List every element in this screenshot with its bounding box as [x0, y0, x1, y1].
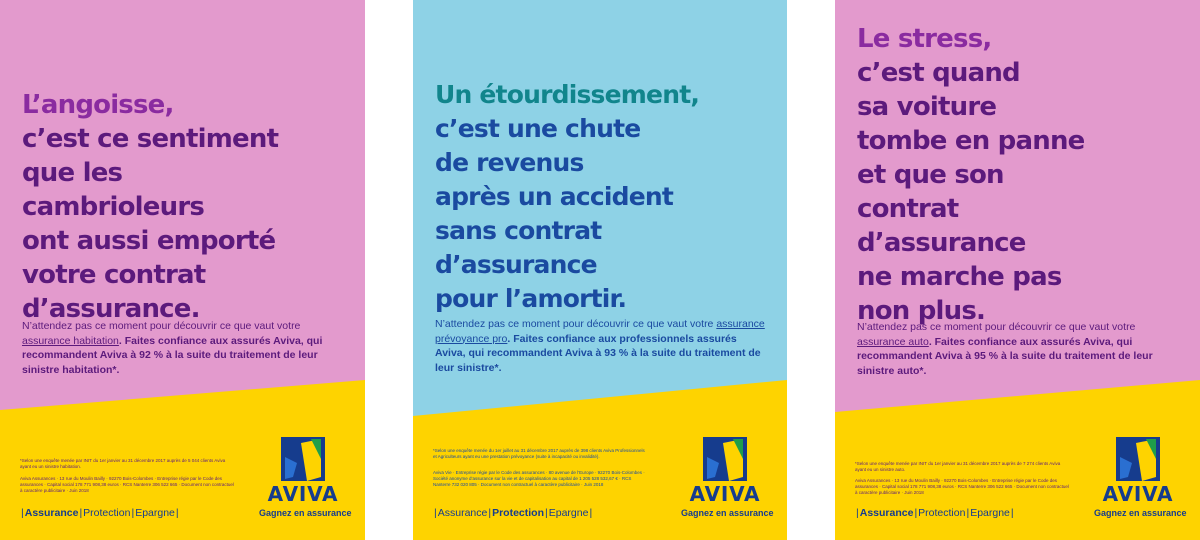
tagline-item: Assurance: [859, 507, 914, 519]
headline-line: contrat: [857, 194, 959, 224]
body-bold: . Faites confiance aux assurés Aviva, qui recommandent Aviva à 95 % à la suite du traitement de leur sinistre auto*.: [857, 335, 1153, 377]
headline: [857, 22, 1186, 328]
brand-name: AVIVA: [689, 482, 761, 506]
ad-poster-anxiety: [0, 0, 365, 540]
headline-line: non plus.: [857, 296, 986, 326]
tagline: |Assurance|Protection|Epargne|: [856, 507, 1014, 519]
headline-line: que les: [22, 158, 123, 188]
headline-line: de revenus: [435, 148, 584, 177]
headline: [22, 88, 351, 326]
headline-line: ne marche pas: [857, 262, 1062, 292]
aviva-emblem-icon: [703, 437, 747, 481]
headline-lead: Un étourdissement,: [435, 80, 700, 109]
ad-poster-dizziness: [413, 0, 787, 540]
headline-line: d’assurance: [857, 228, 1026, 258]
headline-line: votre contrat: [22, 260, 206, 290]
tagline-item: Epargne: [970, 507, 1010, 519]
tagline-item: Epargne: [548, 507, 589, 519]
legal-notice: Aviva Assurances · 13 rue du Moulin Bailly · 92270 Bois-Colombes · Entreprise régie par le Code des assurances · Capital social 178 771 908,38 euros · RCS Nanterre 306 522 665 · Document non contractuel à caractère publicitaire · Juin 2018: [20, 476, 234, 493]
tagline-item: Assurance: [437, 507, 488, 519]
tagline-item: Protection: [83, 507, 131, 519]
body-bold: . Faites confiance aux assurés Aviva, qui recommandent Aviva à 92 % à la suite du traitement de leur sinistre habitation*.: [22, 334, 323, 376]
body-intro: N’attendez pas ce moment pour découvrir ce que vaut votre: [22, 320, 301, 332]
brand-slogan: Gagnez en assurance: [681, 508, 774, 518]
brand-slogan: Gagnez en assurance: [259, 508, 352, 518]
ad-poster-stress: [835, 0, 1200, 540]
tagline-item: Assurance: [24, 507, 79, 519]
aviva-emblem-icon: [1116, 437, 1160, 481]
aviva-emblem-icon: [281, 437, 325, 481]
body-copy: [857, 320, 1182, 378]
tagline: |Assurance|Protection|Epargne|: [434, 507, 593, 519]
brand-slogan: Gagnez en assurance: [1094, 508, 1187, 518]
brand-name: AVIVA: [1102, 482, 1174, 506]
headline-line: ont aussi emporté: [22, 226, 276, 256]
body-bold: . Faites confiance aux professionnels assurés Aviva, qui recommandent Aviva à 93 % à la suite du traitement de leur sinistre*.: [435, 332, 761, 374]
headline-line: sa voiture: [857, 92, 997, 122]
brand-name: AVIVA: [267, 482, 339, 506]
tagline-item: Epargne: [135, 507, 175, 519]
headline-lead: L’angoisse,: [22, 90, 174, 120]
body-intro: N’attendez pas ce moment pour découvrir ce que vaut votre: [857, 321, 1136, 333]
product-link[interactable]: assurance habitation: [22, 334, 119, 347]
legal-notice: Aviva Assurances · 13 rue du Moulin Bailly · 92270 Bois-Colombes · Entreprise régie par le Code des assurances · Capital social 178 771 908,38 euros · RCS Nanterre 306 522 665 · Document non contractuel à caractère publicitaire · Juin 2018: [855, 478, 1069, 495]
body-intro: N’attendez pas ce moment pour découvrir ce que vaut votre: [435, 318, 717, 330]
headline-line: cambrioleurs: [22, 192, 205, 222]
headline-line: et que son: [857, 160, 1004, 190]
tagline-item: Protection: [918, 507, 966, 519]
product-link[interactable]: assurance auto: [857, 335, 929, 348]
survey-footnote: *Selon une enquête menée par INIT du 1er janvier au 31 décembre 2017 auprès de 7 274 clients Aviva ayant eu un sinistre auto.: [855, 461, 1061, 472]
tagline: |Assurance|Protection|Epargne|: [21, 507, 179, 519]
headline-line: tombe en panne: [857, 126, 1085, 156]
headline-line: d’assurance: [435, 250, 597, 279]
headline-line: c’est une chute: [435, 114, 641, 143]
body-copy: [435, 317, 769, 375]
headline-line: d’assurance.: [22, 294, 200, 324]
headline: [435, 78, 773, 316]
product-link[interactable]: assurance prévoyance pro: [435, 318, 765, 345]
survey-footnote: *Selon une enquête menée par INIT du 1er janvier au 31 décembre 2017 auprès de 5 044 clients Aviva ayant eu un sinistre habitation.: [20, 458, 226, 469]
legal-notice: Aviva Vie · Entreprise régie par le Code des assurances · 80 avenue de l’Europe · 92270 Bois-Colombes · Société anonyme d’assurance sur la vie et de capitalisation au capital de 1 205 528 532,67 € · RCS Nanterre 732 020 805 · Document non contractuel à caractère publicitaire · Juin 2018: [433, 470, 645, 487]
headline-lead: Le stress,: [857, 24, 992, 54]
aviva-logo: [1094, 437, 1187, 518]
aviva-logo: [259, 437, 352, 518]
headline-line: après un accident: [435, 182, 674, 211]
headline-line: c’est ce sentiment: [22, 124, 279, 154]
headline-line: sans contrat: [435, 216, 602, 245]
body-copy: [22, 319, 347, 377]
aviva-logo: [681, 437, 774, 518]
headline-line: pour l’amortir.: [435, 284, 627, 313]
headline-line: c’est quand: [857, 58, 1020, 88]
survey-footnote: *Selon une enquête menée du 1er juillet au 31 décembre 2017 auprès de 398 clients Aviva Professionnels et Agriculteurs ayant eu une prestation prévoyance (suite à incapacité ou invalidité).: [433, 448, 645, 459]
tagline-item: Protection: [492, 507, 544, 519]
